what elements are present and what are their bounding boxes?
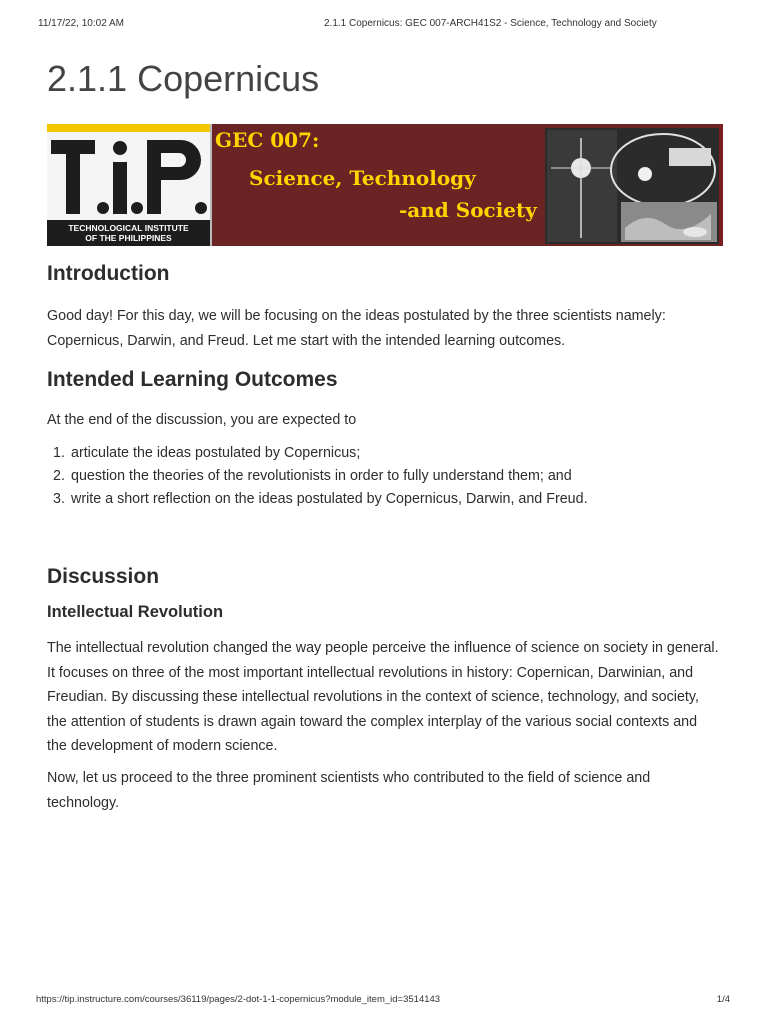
page-title: 2.1.1 Copernicus — [47, 58, 320, 99]
print-header — [38, 18, 730, 32]
tip-logo — [47, 124, 210, 246]
list-item-text: question the theories of the revolutionists in order to fully understand them; and — [71, 468, 572, 484]
discussion-paragraph-1: The intellectual revolution changed the way people perceive the influence of science on society in general. It focuses on three of the most important intellectual revolutions in history: Copernican, Darwinian, and Freudian. By discussing these intellectual revolutions in the context of science, technology, and society, the attention of students is drawn again toward the complex interplay of the various social contexts and the development of modern science. — [47, 640, 719, 754]
outcomes-heading: Intended Learning Outcomes — [47, 368, 338, 391]
introduction-heading: Introduction — [47, 262, 170, 285]
list-item — [47, 442, 727, 465]
print-url: https://tip.instructure.com/courses/36119/pages/2-dot-1-1-copernicus?module_item_id=3514143 — [36, 994, 441, 1005]
discussion-paragraph-2: Now, let us proceed to the three prominent scientists who contributed to the field of science and technology. — [47, 770, 651, 811]
list-item-text: articulate the ideas postulated by Copernicus; — [71, 445, 361, 461]
banner-divider — [210, 124, 212, 246]
discussion-subheading: Intellectual Revolution — [47, 603, 224, 621]
banner-right-edge — [719, 124, 723, 246]
list-item-number: 2. — [53, 468, 65, 484]
outcomes-intro: At the end of the discussion, you are expected to — [47, 412, 357, 428]
logo-caption-line2: OF THE PHILIPPINES — [85, 233, 172, 243]
list-item-number: 1. — [53, 445, 65, 461]
list-item-text: write a short reflection on the ideas postulated by Copernicus, Darwin, and Freud. — [71, 491, 588, 507]
list-item — [47, 488, 727, 511]
tip-logo-letters — [49, 136, 209, 216]
list-item — [47, 465, 727, 488]
page-number: 1/4 — [716, 994, 730, 1005]
banner-collage-image — [545, 128, 721, 244]
introduction-text: Good day! For this day, we will be focusing on the ideas postulated by the three scientists namely: Copernicus, Darwin, and Freud. Let me start with the intended learning outcomes. — [47, 308, 666, 349]
print-title: 2.1.1 Copernicus: GEC 007-ARCH41S2 - Science, Technology and Society — [324, 18, 657, 29]
logo-caption-line1: TECHNOLOGICAL INSTITUTE — [68, 223, 189, 233]
banner-line3: -and Society — [399, 198, 537, 222]
outcomes-list — [47, 442, 727, 511]
banner-course-code: GEC 007: — [215, 128, 320, 152]
discussion-heading: Discussion — [47, 565, 160, 588]
print-datetime: 11/17/22, 10:02 AM — [38, 18, 124, 29]
list-item-number: 3. — [53, 491, 65, 507]
logo-accent-bar — [47, 124, 210, 132]
logo-caption — [47, 220, 210, 246]
banner-line2: Science, Technology — [249, 166, 476, 190]
course-banner — [47, 124, 723, 246]
